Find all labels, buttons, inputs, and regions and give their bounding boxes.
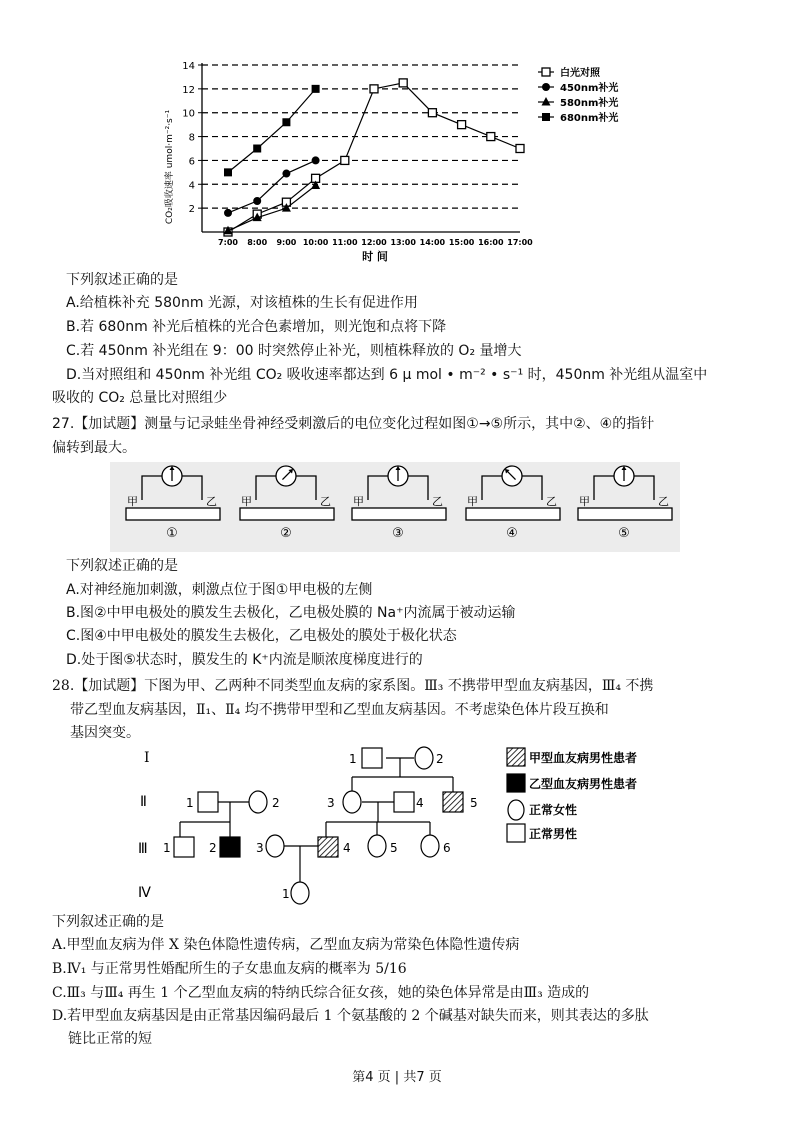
q27-stem-line2: 偏转到最大。 bbox=[52, 440, 136, 456]
x-tick-label: 7:00 bbox=[218, 238, 238, 247]
y-axis-label: CO₂吸收速率 umol·m⁻²·s⁻¹ bbox=[165, 109, 175, 225]
q28-stem-line3: 基因突变。 bbox=[70, 725, 140, 741]
pedigree-II1-normal-male bbox=[198, 792, 218, 812]
electrode-left-label: 甲 bbox=[241, 495, 252, 508]
page-footer: 第4 页 | 共7 页 bbox=[352, 1070, 442, 1085]
legend-label: 580nm补光 bbox=[560, 98, 619, 109]
electrode-right-label: 乙 bbox=[658, 495, 669, 508]
pedigree-II4-normal-male bbox=[394, 792, 414, 812]
pedigree-num: 4 bbox=[343, 841, 351, 855]
data-point bbox=[224, 168, 232, 176]
q26-option-a: A.给植株补充 580nm 光源，对该植株的生长有促进作用 bbox=[66, 295, 418, 311]
pedigree-num: 4 bbox=[416, 796, 424, 810]
pedigree-II3-normal-female bbox=[343, 791, 361, 813]
pedigree-num: 1 bbox=[186, 796, 194, 810]
nerve-fiber bbox=[466, 508, 560, 520]
data-point bbox=[312, 85, 320, 93]
q26-option-b: B.若 680nm 补光后植株的光合色素增加，则光饱和点将下降 bbox=[66, 319, 447, 335]
pedigree-I2-normal-female bbox=[415, 747, 433, 769]
q28-question: 下列叙述正确的是 bbox=[52, 914, 164, 930]
nerve-fiber bbox=[126, 508, 220, 520]
electrode-right-label: 乙 bbox=[320, 495, 331, 508]
series-line bbox=[228, 160, 316, 212]
legend-type-b-label: 乙型血友病男性患者 bbox=[529, 777, 638, 791]
pedigree-num: 1 bbox=[349, 752, 357, 766]
data-point bbox=[542, 113, 550, 121]
pedigree-III5-normal-female bbox=[368, 835, 386, 857]
pedigree-III3-normal-female bbox=[266, 835, 284, 857]
nerve-fiber bbox=[578, 508, 672, 520]
data-point bbox=[370, 85, 378, 93]
gen-label-4: Ⅳ bbox=[138, 885, 151, 901]
series-line bbox=[228, 83, 520, 232]
y-tick-label: 6 bbox=[188, 156, 195, 168]
pedigree-I1-normal-male bbox=[362, 748, 382, 768]
q27-option-c: C.图④中甲电极处的膜发生去极化，乙电极处的膜处于极化状态 bbox=[66, 628, 457, 644]
figure-number: ② bbox=[280, 526, 292, 541]
legend-type-b-icon bbox=[507, 774, 525, 792]
pedigree-num: 5 bbox=[470, 796, 478, 810]
series-0 bbox=[224, 79, 524, 236]
x-tick-label: 16:00 bbox=[478, 238, 504, 247]
q28-option-d-cont: 链比正常的短 bbox=[68, 1031, 152, 1047]
data-point bbox=[341, 156, 349, 164]
legend-label: 白光对照 bbox=[560, 68, 600, 79]
co2-uptake-chart bbox=[150, 55, 650, 265]
electrode-left-label: 甲 bbox=[579, 495, 590, 508]
x-axis-label: 时 间 bbox=[362, 250, 388, 263]
data-point bbox=[282, 118, 290, 126]
electrode-left-label: 甲 bbox=[127, 495, 138, 508]
series-3 bbox=[224, 85, 320, 177]
pedigree-II2-normal-female bbox=[249, 791, 267, 813]
pedigree-num: 6 bbox=[443, 841, 451, 855]
data-point bbox=[487, 133, 495, 141]
pedigree-III4-type-a-male bbox=[318, 837, 338, 857]
series-2 bbox=[224, 180, 321, 234]
data-point bbox=[458, 121, 466, 129]
pedigree-num: 2 bbox=[436, 752, 444, 766]
x-tick-label: 8:00 bbox=[247, 238, 268, 247]
legend-label: 450nm补光 bbox=[560, 83, 619, 94]
q27-option-b: B.图②中甲电极处的膜发生去极化，乙电极处膜的 Na⁺内流属于被动运输 bbox=[66, 605, 516, 621]
pedigree-num: 3 bbox=[256, 841, 264, 855]
data-point bbox=[253, 145, 261, 153]
figure-number: ① bbox=[166, 526, 178, 541]
x-tick-label: 15:00 bbox=[448, 238, 475, 247]
legend-type-a-label: 甲型血友病男性患者 bbox=[529, 751, 638, 765]
data-point bbox=[282, 170, 290, 178]
electrode-left-label: 甲 bbox=[353, 495, 364, 508]
y-tick-label: 8 bbox=[188, 132, 195, 144]
nerve-fiber bbox=[352, 508, 446, 520]
q27-option-a: A.对神经施加刺激，刺激点位于图①甲电极的左侧 bbox=[66, 582, 373, 598]
pedigree-num: 1 bbox=[163, 841, 171, 855]
pedigree-III2-type-b-male bbox=[220, 837, 240, 857]
q27-stem-line1: 27.【加试题】测量与记录蛙坐骨神经受刺激后的电位变化过程如图①→⑤所示，其中②、④的指针 bbox=[52, 416, 655, 432]
q26-stem: 下列叙述正确的是 bbox=[66, 272, 178, 288]
data-point bbox=[542, 83, 550, 91]
electrode-right-label: 乙 bbox=[546, 495, 557, 508]
gen-label-3: Ⅲ bbox=[138, 841, 148, 857]
data-point bbox=[542, 68, 550, 76]
pedigree-IV1-normal-female bbox=[291, 882, 309, 904]
q28-option-b: B.Ⅳ₁ 与正常男性婚配所生的子女患血友病的概率为 5/16 bbox=[52, 961, 407, 977]
q26-option-d-cont: 吸收的 CO₂ 总量比对照组少 bbox=[52, 390, 228, 406]
q28-stem-line1: 28.【加试题】下图为甲、乙两种不同类型血友病的家系图。Ⅲ₃ 不携带甲型血友病基因，Ⅲ₄ 不携 bbox=[52, 678, 654, 694]
pedigree-chart bbox=[130, 740, 690, 910]
legend-normal-female-icon bbox=[508, 800, 524, 820]
x-tick-label: 11:00 bbox=[332, 238, 358, 247]
data-point bbox=[428, 109, 436, 117]
electrode-left-label: 甲 bbox=[467, 495, 478, 508]
figure-number: ④ bbox=[506, 526, 518, 541]
data-point bbox=[399, 79, 407, 87]
q28-option-c: C.Ⅲ₃ 与Ⅲ₄ 再生 1 个乙型血友病的特纳氏综合征女孩，她的染色体异常是由Ⅲ₃ 造成的 bbox=[52, 985, 590, 1001]
q26-option-d: D.当对照组和 450nm 补光组 CO₂ 吸收速率都达到 6 μ mol • m⁻² • s⁻¹ 时，450nm 补光组从温室中 bbox=[66, 367, 708, 383]
data-point bbox=[312, 156, 320, 164]
pedigree-III1-normal-male bbox=[174, 837, 194, 857]
q26-option-c: C.若 450nm 补光组在 9：00 时突然停止补光，则植株释放的 O₂ 量增大 bbox=[66, 343, 522, 359]
figure-number: ⑤ bbox=[618, 526, 630, 541]
figure-number: ③ bbox=[392, 526, 404, 541]
nerve-fiber bbox=[240, 508, 334, 520]
y-tick-label: 4 bbox=[188, 180, 195, 192]
x-tick-label: 10:00 bbox=[302, 238, 329, 247]
pedigree-num: 3 bbox=[327, 796, 335, 810]
x-tick-label: 13:00 bbox=[390, 238, 416, 247]
legend-normal-male-icon bbox=[507, 824, 525, 842]
y-tick-label: 2 bbox=[188, 204, 195, 216]
data-point bbox=[253, 197, 261, 205]
nerve-figures bbox=[110, 462, 680, 552]
pedigree-num: 1 bbox=[282, 887, 290, 901]
y-tick-label: 10 bbox=[182, 108, 195, 120]
legend-normal-male-label: 正常男性 bbox=[529, 827, 578, 841]
q27-question: 下列叙述正确的是 bbox=[66, 558, 178, 574]
legend-label: 680nm补光 bbox=[560, 113, 619, 124]
y-tick-label: 14 bbox=[182, 61, 195, 72]
data-point bbox=[224, 209, 232, 217]
electrode-right-label: 乙 bbox=[206, 495, 217, 508]
y-tick-label: 12 bbox=[182, 84, 195, 96]
x-tick-label: 17:00 bbox=[507, 238, 533, 247]
gen-label-2: Ⅱ bbox=[140, 794, 147, 810]
q28-stem-line2: 带乙型血友病基因，Ⅱ₁、Ⅱ₄ 均不携带甲型和乙型血友病基因。不考虑染色体片段互换和 bbox=[70, 702, 609, 718]
data-point bbox=[516, 145, 524, 153]
q28-option-d: D.若甲型血友病基因是由正常基因编码最后 1 个氨基酸的 2 个碱基对缺失而来，则其表达的多肽 bbox=[52, 1008, 649, 1024]
pedigree-III6-normal-female bbox=[421, 835, 439, 857]
pedigree-num: 2 bbox=[272, 796, 280, 810]
pedigree-II5-type-a-male bbox=[443, 792, 463, 812]
gen-label-1: Ⅰ bbox=[144, 750, 150, 766]
pedigree-num: 5 bbox=[390, 841, 398, 855]
x-tick-label: 12:00 bbox=[361, 238, 387, 247]
legend-normal-female-label: 正常女性 bbox=[529, 803, 578, 817]
electrode-right-label: 乙 bbox=[432, 495, 443, 508]
q28-option-a: A.甲型血友病为伴 X 染色体隐性遗传病，乙型血友病为常染色体隐性遗传病 bbox=[52, 937, 520, 953]
x-tick-label: 14:00 bbox=[419, 238, 446, 247]
q27-option-d: D.处于图⑤状态时，膜发生的 K⁺内流是顺浓度梯度进行的 bbox=[66, 652, 423, 668]
data-point bbox=[542, 97, 551, 106]
legend-type-a-icon bbox=[507, 748, 525, 766]
x-tick-label: 9:00 bbox=[276, 238, 297, 247]
pedigree-num: 2 bbox=[209, 841, 217, 855]
